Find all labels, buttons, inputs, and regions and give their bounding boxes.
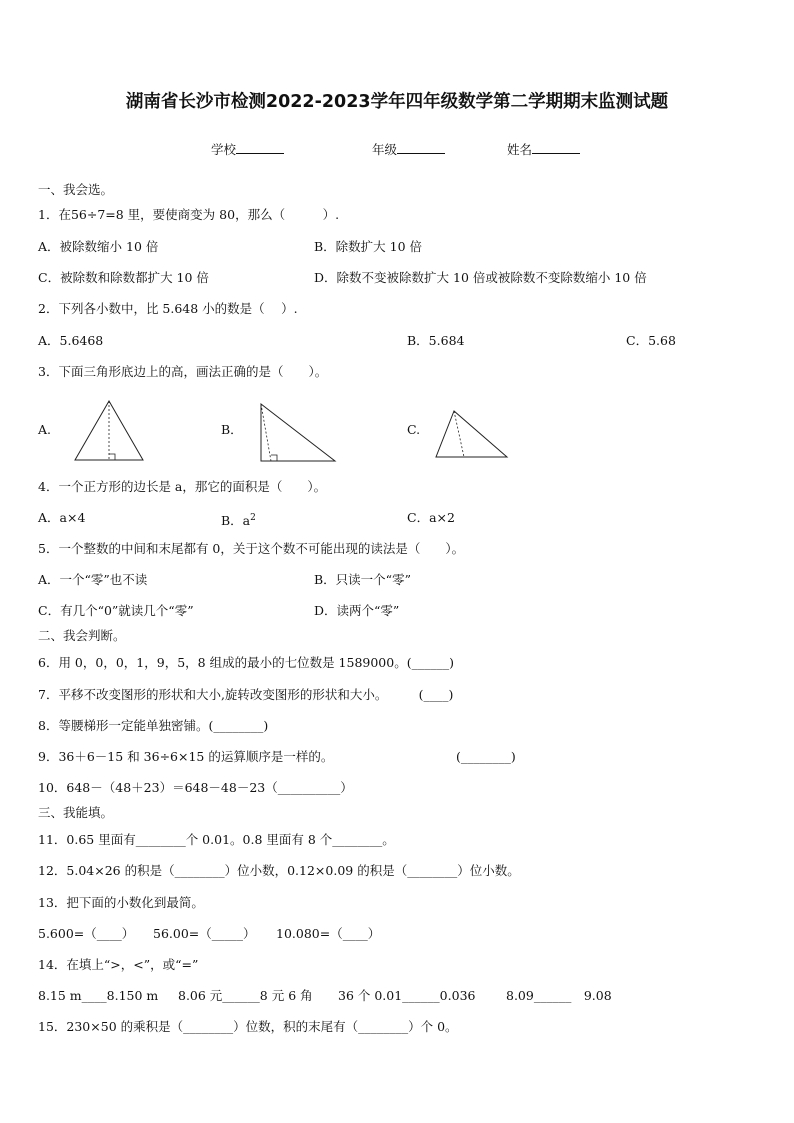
q3-option-b[interactable]: B． — [221, 422, 243, 437]
q4-option-c[interactable]: C．a×2 — [407, 510, 455, 525]
q11-text: 11．0.65 里面有________个 0.01。0.8 里面有 8 个________。 — [38, 832, 395, 847]
q4-stem: 4．一个正方形的边长是 a，那它的面积是（ ）。 — [38, 479, 327, 494]
grade-blank[interactable] — [397, 141, 445, 154]
name-label: 姓名 — [507, 142, 533, 157]
q3-stem: 3．下面三角形底边上的高，画法正确的是（ ）。 — [38, 364, 328, 379]
q2-option-b[interactable]: B．5.684 — [407, 333, 465, 348]
section-1-heading: 一、我会选。 — [38, 182, 114, 197]
q5-option-a[interactable]: A．一个“零”也不读 — [38, 572, 148, 587]
grade-label: 年级 — [372, 142, 398, 157]
q3-option-c[interactable]: C. — [407, 422, 421, 437]
name-field[interactable] — [507, 141, 580, 158]
q12-text: 12．5.04×26 的积是（________）位小数，0.12×0.09 的积是（________）位小数。 — [38, 863, 520, 878]
q9-answer-blank[interactable]: (________) — [456, 749, 516, 764]
q9-text: 9．36＋6－15 和 36÷6×15 的运算顺序是一样的。 — [38, 749, 334, 764]
q1-option-c[interactable]: C．被除数和除数都扩大 10 倍 — [38, 270, 209, 285]
q14-item-3[interactable]: 36 个 0.01______0.036 — [338, 988, 476, 1003]
q1-option-b[interactable]: B．除数扩大 10 倍 — [314, 239, 423, 254]
q4-option-b-superscript: 2 — [250, 513, 256, 523]
q4-option-a[interactable]: A．a×4 — [38, 510, 86, 525]
q8-text: 8．等腰梯形一定能单独密铺。(________) — [38, 718, 269, 733]
q14-stem: 14．在填上“>，<”，或“=” — [38, 957, 199, 972]
q7-text: 7．平移不改变图形的形状和大小,旋转改变图形的形状和大小。 (____) — [38, 687, 454, 702]
q5-stem: 5．一个整数的中间和末尾都有 0，关于这个数不可能出现的读法是（ ）。 — [38, 541, 465, 556]
school-label: 学校 — [211, 142, 237, 157]
q2-option-a[interactable]: A．5.6468 — [38, 333, 104, 348]
q14-item-4[interactable]: 8.09______ 9.08 — [506, 988, 612, 1003]
page-title: 湖南省长沙市检测2022-2023学年四年级数学第二学期期末监测试题 — [125, 92, 669, 112]
q4-option-b-text: B．a — [221, 513, 251, 529]
triangle-b-figure — [258, 402, 338, 464]
q1-option-d[interactable]: D．除数不变被除数扩大 10 倍或被除数不变除数缩小 10 倍 — [314, 270, 647, 285]
q3-option-a[interactable]: A. — [38, 422, 52, 437]
triangle-a-figure — [74, 398, 144, 462]
q13-item-1[interactable]: 5.600=（____） — [38, 926, 135, 941]
section-3-heading: 三、我能填。 — [38, 805, 114, 820]
q5-option-c[interactable]: C．有几个“0”就读几个“零” — [38, 603, 194, 618]
q13-item-2[interactable]: 56.00=（_____） — [153, 926, 256, 941]
q1-option-a[interactable]: A．被除数缩小 10 倍 — [38, 239, 159, 254]
q14-item-2[interactable]: 8.06 元______8 元 6 角 — [178, 988, 313, 1003]
q1-stem: 1．在56÷7=8 里，要使商变为 80，那么（ ）. — [38, 207, 340, 222]
q15-text: 15．230×50 的乘积是（________）位数，积的末尾有（________）个 0。 — [38, 1019, 458, 1034]
q2-stem: 2．下列各小数中，比 5.648 小的数是（ ）. — [38, 301, 298, 316]
q13-item-3[interactable]: 10.080=（____） — [276, 926, 381, 941]
q4-option-b[interactable] — [221, 510, 256, 529]
triangle-c-figure — [435, 409, 509, 459]
grade-field[interactable] — [372, 141, 445, 158]
q5-option-d[interactable]: D．读两个“零” — [314, 603, 400, 618]
school-field[interactable] — [211, 141, 284, 158]
q5-option-b[interactable]: B．只读一个“零” — [314, 572, 411, 587]
name-blank[interactable] — [532, 141, 580, 154]
section-2-heading: 二、我会判断。 — [38, 628, 126, 643]
q14-item-1[interactable]: 8.15 m____8.150 m — [38, 988, 159, 1003]
q10-text: 10．648－（48＋23）＝648－48－23（__________） — [38, 780, 353, 795]
q6-text: 6．用 0，0，0，1，9，5，8 组成的最小的七位数是 1589000。(______) — [38, 655, 454, 670]
q2-option-c[interactable]: C．5.68 — [626, 333, 676, 348]
school-blank[interactable] — [236, 141, 284, 154]
q13-stem: 13．把下面的小数化到最简。 — [38, 895, 204, 910]
